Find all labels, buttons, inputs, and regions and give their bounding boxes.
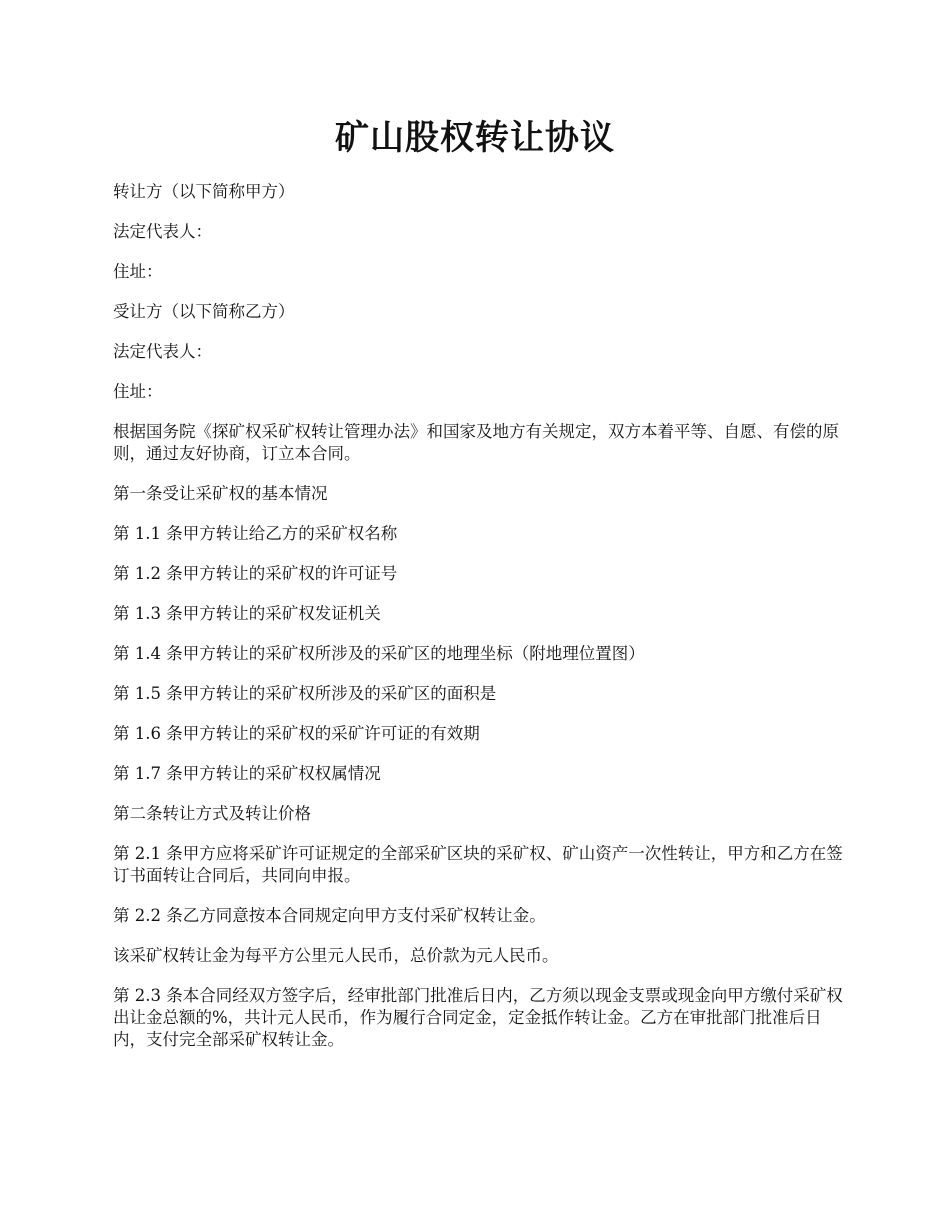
clause-1-6: 第 1.6 条甲方转让的采矿权的采矿许可证的有效期 [113, 724, 480, 743]
clause-2-1: 第 2.1 条甲方应将采矿许可证规定的全部采矿区块的采矿权、矿山资产一次性转让，甲方和乙方在签订书面转让合同后，共同向申报。 [113, 844, 843, 885]
clause-1-1: 第 1.1 条甲方转让给乙方的采矿权名称 [113, 524, 398, 543]
paragraph-transferor: 转让方（以下简称甲方） [113, 182, 295, 201]
clause-1-7: 第 1.7 条甲方转让的采矿权权属情况 [113, 764, 381, 783]
paragraph-preamble: 根据国务院《探矿权采矿权转让管理办法》和国家及地方有关规定，双方本着平等、自愿、有偿的原则，通过友好协商，订立本合同。 [113, 422, 839, 463]
section-heading-1: 第一条受让采矿权的基本情况 [113, 484, 328, 503]
clause-1-2: 第 1.2 条甲方转让的采矿权的许可证号 [113, 564, 398, 583]
clause-1-3: 第 1.3 条甲方转让的采矿权发证机关 [113, 604, 381, 623]
clause-2-2-price: 该采矿权转让金为每平方公里元人民币，总价款为元人民币。 [113, 946, 559, 965]
paragraph-transferee-representative: 法定代表人： [113, 342, 212, 361]
paragraph-transferor-address: 住址： [113, 262, 163, 281]
clause-1-4: 第 1.4 条甲方转让的采矿权所涉及的采矿区的地理坐标（附地理位置图） [113, 644, 645, 663]
paragraph-transferee-address: 住址： [113, 382, 163, 401]
section-heading-2: 第二条转让方式及转让价格 [113, 804, 311, 823]
clause-2-3: 第 2.3 条本合同经双方签字后，经审批部门批准后日内，乙方须以现金支票或现金向甲方缴付采矿权出让金总额的%，共计元人民币，作为履行合同定金，定金抵作转让金。乙方在审批部门批准后日内，支付完全部采矿权转让金。 [113, 986, 843, 1049]
document-title: 矿山股权转让协议 [335, 118, 615, 158]
paragraph-transferee: 受让方（以下简称乙方） [113, 302, 295, 321]
clause-2-2: 第 2.2 条乙方同意按本合同规定向甲方支付采矿权转让金。 [113, 906, 546, 925]
clause-1-5: 第 1.5 条甲方转让的采矿权所涉及的采矿区的面积是 [113, 684, 497, 703]
document-body [113, 181, 850, 1051]
paragraph-transferor-representative: 法定代表人： [113, 222, 212, 241]
